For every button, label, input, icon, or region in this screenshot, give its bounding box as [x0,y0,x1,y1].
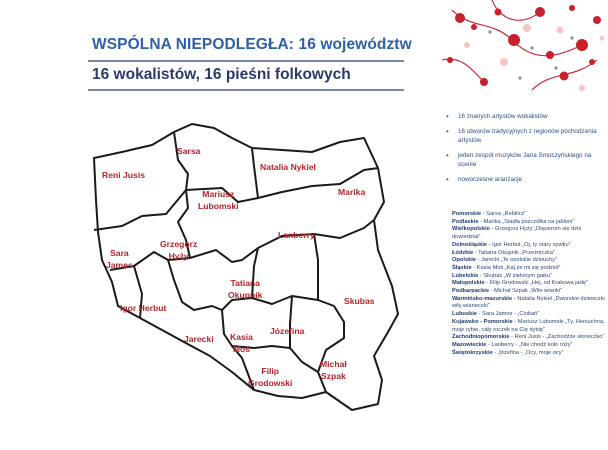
list-item [452,342,606,350]
bullet-text: nowoczesne aranżacje [458,176,523,184]
map-label-tatiana-line1: Tatiana [230,278,260,288]
bullet-icon: • [446,127,449,137]
song-text: - Reni Jusis - „Zachodźże słoneczko” [509,334,605,341]
list-item [452,350,606,358]
map-label-michal-line2: Szpak [320,370,346,381]
map-label-grzegorz-line2: Hyży [168,250,189,261]
song-text: - Igor Herbut „Oj, ty stary sywku” [487,241,571,248]
folk-flower-decoration [432,0,608,100]
song-text: - Filip Grodowski „Hej, od Krakowa jadę” [484,280,588,287]
map-label-natalia-nykiel: Natalia Nykiel [260,162,316,172]
map-label-grzegorz-line1: Grzegorz [160,239,198,249]
map-label-igor-herbut: Igor Herbut [120,303,167,313]
region-name: Kujawsko - Pomorskie [452,318,513,325]
map-label-sara-line2: James [106,259,133,270]
song-text: - Tatiana Okupnik „Przeźniczka” [473,249,555,256]
map-label-jozefina: Józefina [270,326,305,336]
map-label-filip-line2: Grodowski [248,377,293,388]
map-label-skubas: Skubas [344,296,375,306]
song-text: - Lanberry - „Nie chodź koło róży” [486,341,573,348]
song-text: - Natalia Nykiel „Dworskie dziewczki wiły wianeczki” [452,295,605,310]
list-item [452,296,606,311]
song-text: - Michał Szpak „Wite wianki” [489,288,563,295]
map-label-mariusz-line2: Lubomski [198,200,239,211]
song-text: - Sarsa „Rebilicz” [481,211,527,217]
list-item [452,273,606,281]
map-label-grzegorz-hyzy [160,239,197,262]
region-name: Lubelskie [452,272,479,279]
song-text: - Skubas „W zielonym gaiku” [478,272,553,279]
map-label-kasia-line1: Kasia [230,332,253,342]
map-label-kasia-mos [230,332,253,355]
voivodeship-song-list [452,211,606,357]
bullet-icon: • [446,151,449,161]
list-item [452,280,606,288]
bullet-text: jeden zespół muzyków Jana Smoczyńskiego na scenie [458,152,592,168]
list-item [452,288,606,296]
song-text: - Mariusz Lubomski „Ty, Heniuchna, moje rybie, cały roczek na Cię dybię” [452,318,605,333]
region-name: Opolskie [452,257,477,264]
page-title: WSPÓLNA NIEPODLEGŁA: 16 województw [92,36,412,53]
list-item [452,219,606,227]
song-text: - Grzegorz Hyży „Dopierom się dziś dowiedział” [452,226,582,241]
song-text: - Kasia Moś „Kaj że mi się podzioł” [471,264,561,271]
list-item [452,257,606,265]
list-item [452,311,606,319]
map-label-michal-szpak [320,359,347,382]
bullet-icon: • [446,112,449,121]
map-label-marika: Marika [338,187,366,197]
region-name: Pomorskie [452,211,482,217]
list-item [452,242,606,250]
list-item [452,250,606,258]
region-name: Łódzkie [452,249,474,256]
region-name: Wielkopolskie [452,226,490,233]
region-name: Zachodniopomorskie [452,334,510,341]
region-name: Lubuskie [452,311,477,318]
song-text: - Sara James - „Ciobań” [476,311,540,318]
title-divider [88,60,404,62]
list-item [452,226,606,241]
region-name: Świętokrzyskie [452,349,493,356]
region-name: Warmińsko-mazurskie [452,295,513,302]
bullet-text: 16 znanych artystów wokalistów [458,113,548,120]
map-label-lanberry: Lanberry [278,230,315,240]
map-label-sara-james [106,248,133,271]
song-text: - Józefina - „Ocy, moje ocy” [492,349,564,356]
bullet-text: 16 utworów tradycyjnych z regionów pochodzenia artystów [458,128,597,144]
region-name: Mazowieckie [452,341,487,348]
region-name: Podkarpackie [452,288,489,295]
subtitle-divider [88,89,404,91]
project-highlights-list [446,113,606,191]
region-name: Śląskie [452,264,472,271]
region-name: Podlaskie [452,218,479,225]
song-text: - Jarecki „Te opolskie dziouchy” [476,257,557,264]
list-item [446,128,606,145]
region-name: Dolnośląskie [452,241,488,248]
map-label-kasia-line2: Moś [232,343,251,354]
list-item [446,176,606,185]
map-label-filip-grodowski [248,366,292,389]
list-item [446,152,606,169]
map-label-tatiana-okupnik [228,278,262,301]
map-label-filip-line1: Filip [261,366,280,376]
map-label-michal-line1: Michał [320,359,347,369]
region-name: Małopolskie [452,280,485,287]
map-label-jarecki: Jarecki [184,334,214,344]
map-label-tatiana-line2: Okupnik [228,289,263,300]
list-item [452,211,606,219]
bullet-icon: • [446,175,449,185]
map-label-sarsa: Sarsa [177,146,201,156]
list-item [452,265,606,273]
map-label-reni-jusis: Reni Jusis [102,170,145,180]
map-label-mariusz-lubomski [198,189,239,212]
poland-voivodeships-map [82,110,412,420]
list-item [452,319,606,334]
list-item [446,113,606,122]
page-subtitle: 16 wokalistów, 16 pieśni folkowych [92,66,351,83]
list-item [452,334,606,342]
map-label-sara-line1: Sara [110,248,129,258]
map-label-mariusz-line1: Mariusz [202,189,235,199]
song-text: - Marika „Siadła pszczółka na jabłoni” [478,218,575,225]
